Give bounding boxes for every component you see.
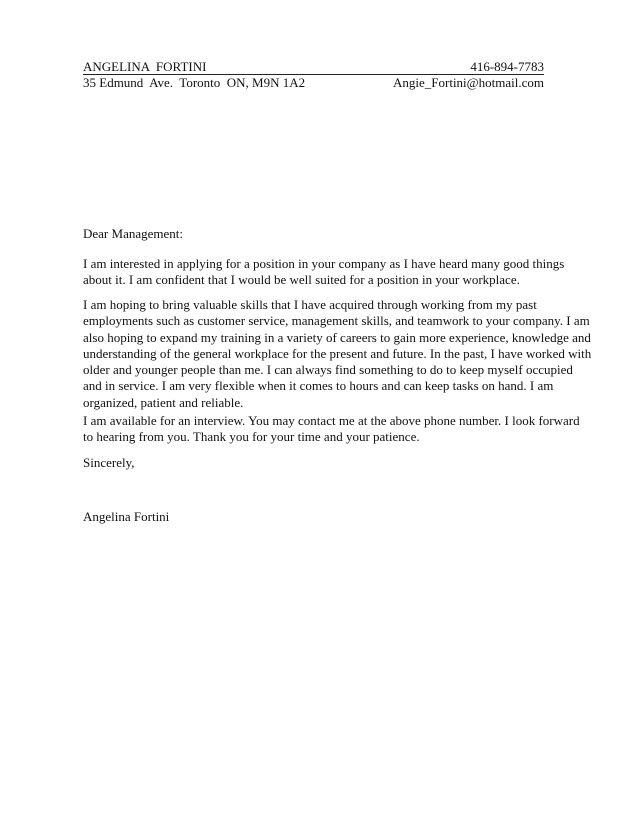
paragraph-1	[83, 256, 565, 289]
text-line: about it. I am confident that I would be well suited for a position in your workplace.	[83, 272, 520, 288]
text-line: I am interested in applying for a position in your company as I have heard many good things	[83, 256, 565, 271]
phone-number: 416-894-7783	[470, 59, 544, 74]
text-line: employments such as customer service, management skills, and teamwork to your company. I am	[83, 313, 590, 329]
text-line: older and younger people than me. I can always find something to do to keep myself occupied	[83, 362, 573, 378]
paragraph-2	[83, 297, 592, 411]
signature-name: Angelina Fortini	[83, 509, 170, 524]
email: Angie_Fortini@hotmail.com	[393, 75, 544, 90]
text-line: and in service. I am very flexible when it comes to hours and can keep tasks on hand. I am	[83, 378, 554, 394]
text-line: understanding of the general workplace for the present and future. In the past, I have worked with	[83, 345, 592, 361]
paragraph-3	[83, 413, 580, 446]
header-line-1	[83, 59, 544, 75]
address: 35 Edmund Ave. Toronto ON, M9N 1A2	[83, 75, 306, 90]
text-line: I am available for an interview. You may contact me at the above phone number. I look forward	[83, 413, 580, 428]
text-line: organized, patient and reliable.	[83, 394, 244, 410]
text-line: to hearing from you. Thank you for your time and your patience.	[83, 429, 420, 445]
header-line-2	[83, 75, 544, 90]
salutation: Dear Management:	[83, 226, 183, 241]
closing: Sincerely,	[83, 455, 135, 470]
applicant-name: ANGELINA FORTINI	[83, 59, 207, 74]
text-line: also hoping to expand my training in a variety of careers to gain more experience, knowledge and	[83, 329, 591, 345]
text-line: I am hoping to bring valuable skills that I have acquired through working from my past	[83, 297, 537, 312]
